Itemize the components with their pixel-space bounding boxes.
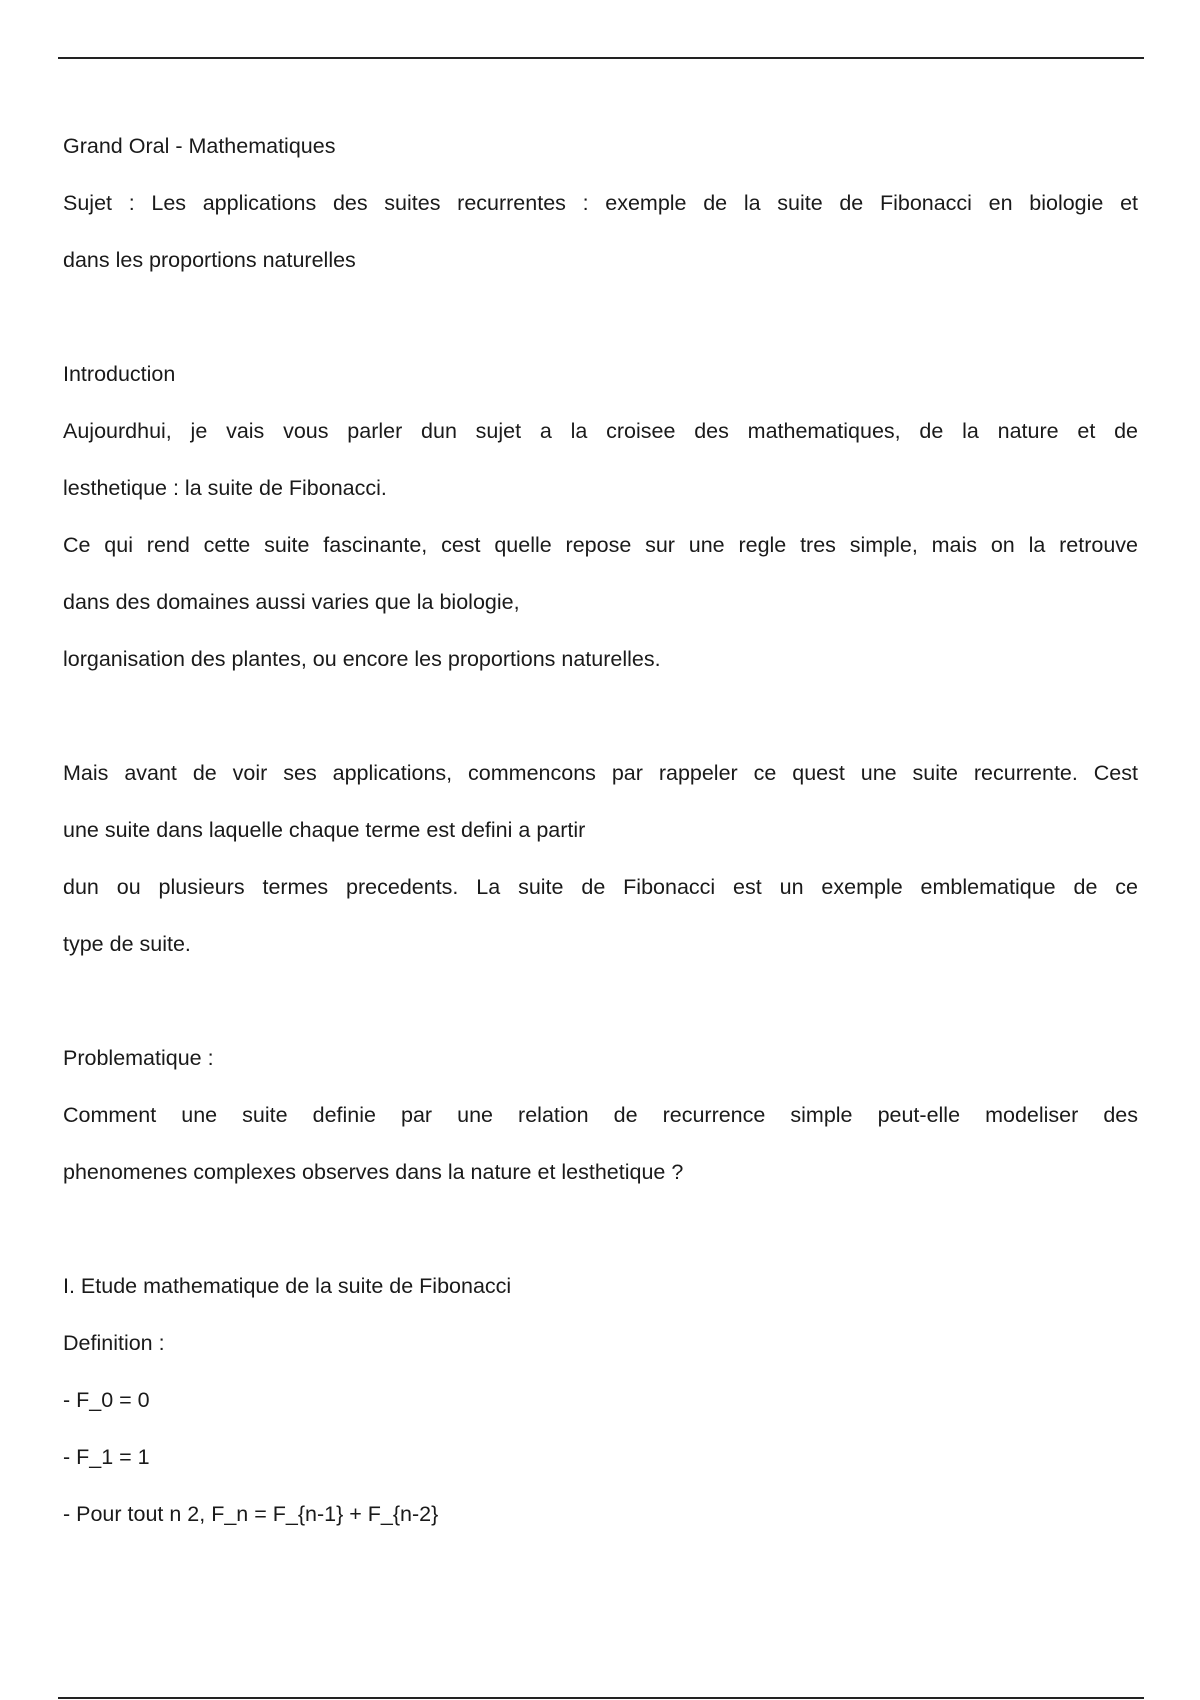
intro-p1-line-2: lesthetique : la suite de Fibonacci. bbox=[63, 476, 387, 500]
definition-item: - Pour tout n 2, F_n = F_{n-1} + F_{n-2} bbox=[63, 1502, 439, 1526]
recurrence-line-4: type de suite. bbox=[63, 932, 191, 956]
intro-p2-line-1: Ce qui rend cette suite fascinante, cest quelle repose sur une regle tres simple, mais on la retrouve bbox=[63, 533, 1138, 557]
definition-item: - F_1 = 1 bbox=[63, 1445, 150, 1469]
problematique-line-2: phenomenes complexes observes dans la nature et lesthetique ? bbox=[63, 1160, 684, 1184]
intro-p1-line-1: Aujourdhui, je vais vous parler dun sujet a la croisee des mathematiques, de la nature et de bbox=[63, 419, 1138, 443]
intro-p2-line-3: lorganisation des plantes, ou encore les proportions naturelles. bbox=[63, 647, 661, 671]
top-rule bbox=[58, 57, 1144, 59]
recurrence-line-2: une suite dans laquelle chaque terme est defini a partir bbox=[63, 818, 586, 842]
document-title: Grand Oral - Mathematiques bbox=[63, 134, 336, 158]
problematique-line-1: Comment une suite definie par une relation de recurrence simple peut-elle modeliser des bbox=[63, 1103, 1138, 1127]
spacer bbox=[63, 688, 1138, 745]
spacer bbox=[63, 289, 1138, 346]
subject-line-2: dans les proportions naturelles bbox=[63, 248, 356, 272]
definition-label: Definition : bbox=[63, 1331, 165, 1355]
bottom-rule bbox=[58, 1697, 1144, 1699]
intro-p2-line-2: dans des domaines aussi varies que la biologie, bbox=[63, 590, 520, 614]
introduction-heading: Introduction bbox=[63, 362, 176, 386]
definition-item: - F_0 = 0 bbox=[63, 1388, 150, 1412]
problematique-heading: Problematique : bbox=[63, 1046, 214, 1070]
subject-line-1: Sujet : Les applications des suites recurrentes : exemple de la suite de Fibonacci en biologie et bbox=[63, 191, 1138, 215]
spacer bbox=[63, 1201, 1138, 1258]
spacer bbox=[63, 973, 1138, 1030]
recurrence-line-3: dun ou plusieurs termes precedents. La suite de Fibonacci est un exemple emblematique de ce bbox=[63, 875, 1138, 899]
document-body bbox=[63, 118, 1138, 1543]
recurrence-line-1: Mais avant de voir ses applications, commencons par rappeler ce quest une suite recurrente. Cest bbox=[63, 761, 1138, 785]
section-1-heading: I. Etude mathematique de la suite de Fibonacci bbox=[63, 1274, 512, 1298]
